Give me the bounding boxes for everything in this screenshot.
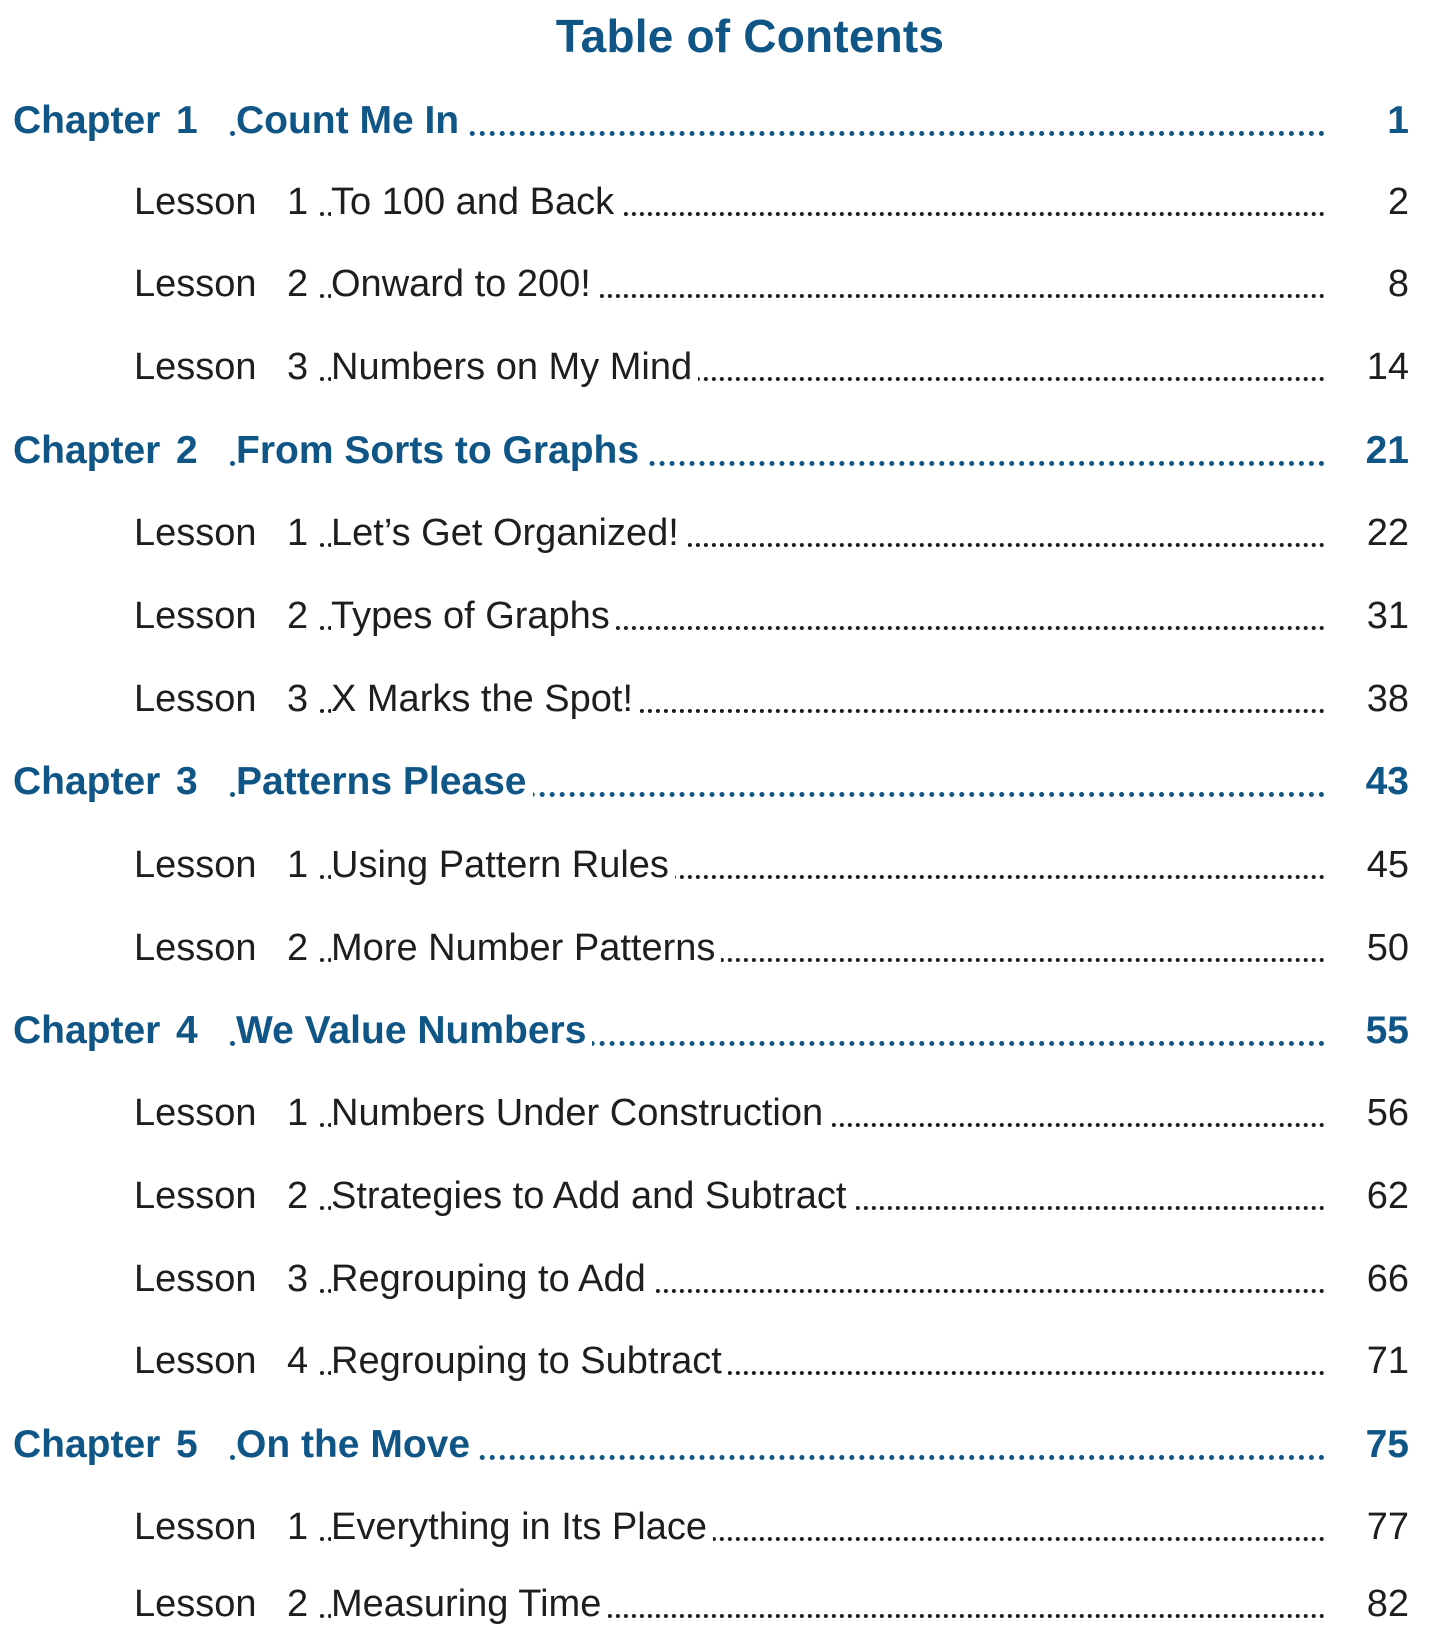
lesson-number: 1 <box>287 844 309 886</box>
chapter-number: 4 <box>176 1009 198 1052</box>
chapter-label: Chapter <box>13 760 161 803</box>
lesson-page-number: 71 <box>1325 1330 1409 1392</box>
lesson-label: Lesson <box>134 1583 257 1625</box>
chapter-title: Patterns Please <box>236 751 533 813</box>
lesson-page-number: 22 <box>1325 502 1409 564</box>
lesson-page-number: 77 <box>1325 1496 1409 1558</box>
lesson-title: Types of Graphs <box>331 585 616 647</box>
lesson-number: 1 <box>287 181 309 223</box>
lesson-title: X Marks the Spot! <box>331 668 639 730</box>
lesson-page-number: 62 <box>1325 1165 1409 1227</box>
page-title: Table of Contents <box>555 10 945 62</box>
lesson-title: To 100 and Back <box>331 171 620 233</box>
lesson-number: 1 <box>287 512 309 554</box>
lesson-number: 2 <box>287 1175 309 1217</box>
lesson-label: Lesson <box>134 844 257 886</box>
lesson-entry[interactable] <box>0 1496 1445 1558</box>
lesson-title: Numbers on My Mind <box>331 336 698 398</box>
lesson-entry[interactable] <box>0 917 1445 979</box>
lesson-label: Lesson <box>134 595 257 637</box>
chapter-label: Chapter <box>13 1423 161 1466</box>
lesson-title: Everything in Its Place <box>331 1496 713 1558</box>
lesson-label: Lesson <box>134 512 257 554</box>
lesson-label: Lesson <box>134 1175 257 1217</box>
chapter-page-number: 55 <box>1325 1000 1409 1062</box>
chapter-page-number: 75 <box>1325 1414 1409 1476</box>
lesson-number: 3 <box>287 1258 309 1300</box>
lesson-number: 1 <box>287 1092 309 1134</box>
lesson-title: Strategies to Add and Subtract <box>331 1165 852 1227</box>
lesson-entry[interactable] <box>0 1330 1445 1392</box>
chapter-entry-5[interactable] <box>0 1414 1445 1476</box>
lesson-entry[interactable] <box>0 171 1445 233</box>
lesson-entry[interactable] <box>0 668 1445 730</box>
lesson-title: Let’s Get Organized! <box>331 502 685 564</box>
lesson-page-number: 14 <box>1325 336 1409 398</box>
chapter-entry-4[interactable] <box>0 1000 1445 1062</box>
chapter-number: 5 <box>176 1423 198 1466</box>
chapter-number: 3 <box>176 760 198 803</box>
lesson-label: Lesson <box>134 1506 257 1548</box>
lesson-entry[interactable] <box>0 585 1445 647</box>
lesson-label: Lesson <box>134 927 257 969</box>
lesson-number: 2 <box>287 595 309 637</box>
lesson-page-number: 31 <box>1325 585 1409 647</box>
lesson-entry[interactable] <box>0 1248 1445 1310</box>
chapter-entry-2[interactable] <box>0 420 1445 482</box>
lesson-number: 3 <box>287 678 309 720</box>
lesson-label: Lesson <box>134 181 257 223</box>
lesson-title: Regrouping to Subtract <box>331 1330 728 1392</box>
lesson-title: More Number Patterns <box>331 917 721 979</box>
lesson-entry[interactable] <box>0 834 1445 896</box>
lesson-title: Numbers Under Construction <box>331 1082 829 1144</box>
chapter-label: Chapter <box>13 99 161 142</box>
lesson-page-number: 45 <box>1325 834 1409 896</box>
lesson-entry[interactable] <box>0 253 1445 315</box>
chapter-label: Chapter <box>13 429 161 472</box>
chapter-page-number: 21 <box>1325 420 1409 482</box>
lesson-title: Measuring Time <box>331 1573 607 1635</box>
lesson-title: Onward to 200! <box>331 253 597 315</box>
lesson-label: Lesson <box>134 678 257 720</box>
lesson-page-number: 82 <box>1325 1573 1409 1635</box>
chapter-page-number: 1 <box>1325 90 1409 152</box>
lesson-entry[interactable] <box>0 1165 1445 1227</box>
lesson-page-number: 2 <box>1325 171 1409 233</box>
chapter-title: On the Move <box>236 1414 476 1476</box>
chapter-title: From Sorts to Graphs <box>236 420 645 482</box>
lesson-label: Lesson <box>134 1092 257 1134</box>
lesson-page-number: 66 <box>1325 1248 1409 1310</box>
lesson-entry[interactable] <box>0 336 1445 398</box>
lesson-page-number: 8 <box>1325 253 1409 315</box>
chapter-page-number: 43 <box>1325 751 1409 813</box>
lesson-entry[interactable] <box>0 1082 1445 1144</box>
chapter-label: Chapter <box>13 1009 161 1052</box>
lesson-label: Lesson <box>134 263 257 305</box>
lesson-number: 2 <box>287 927 309 969</box>
lesson-label: Lesson <box>134 1340 257 1382</box>
chapter-entry-3[interactable] <box>0 751 1445 813</box>
lesson-number: 1 <box>287 1506 309 1548</box>
chapter-title: We Value Numbers <box>236 1000 592 1062</box>
lesson-title: Using Pattern Rules <box>331 834 675 896</box>
lesson-number: 2 <box>287 1583 309 1625</box>
chapter-title: Count Me In <box>236 90 465 152</box>
lesson-label: Lesson <box>134 346 257 388</box>
lesson-page-number: 38 <box>1325 668 1409 730</box>
lesson-entry[interactable] <box>0 502 1445 564</box>
chapter-number: 1 <box>176 99 198 142</box>
lesson-page-number: 56 <box>1325 1082 1409 1144</box>
lesson-title: Regrouping to Add <box>331 1248 652 1310</box>
lesson-page-number: 50 <box>1325 917 1409 979</box>
lesson-number: 2 <box>287 263 309 305</box>
chapter-entry-1[interactable] <box>0 90 1445 152</box>
lesson-number: 4 <box>287 1340 309 1382</box>
lesson-entry[interactable] <box>0 1573 1445 1635</box>
chapter-number: 2 <box>176 429 198 472</box>
lesson-number: 3 <box>287 346 309 388</box>
lesson-label: Lesson <box>134 1258 257 1300</box>
